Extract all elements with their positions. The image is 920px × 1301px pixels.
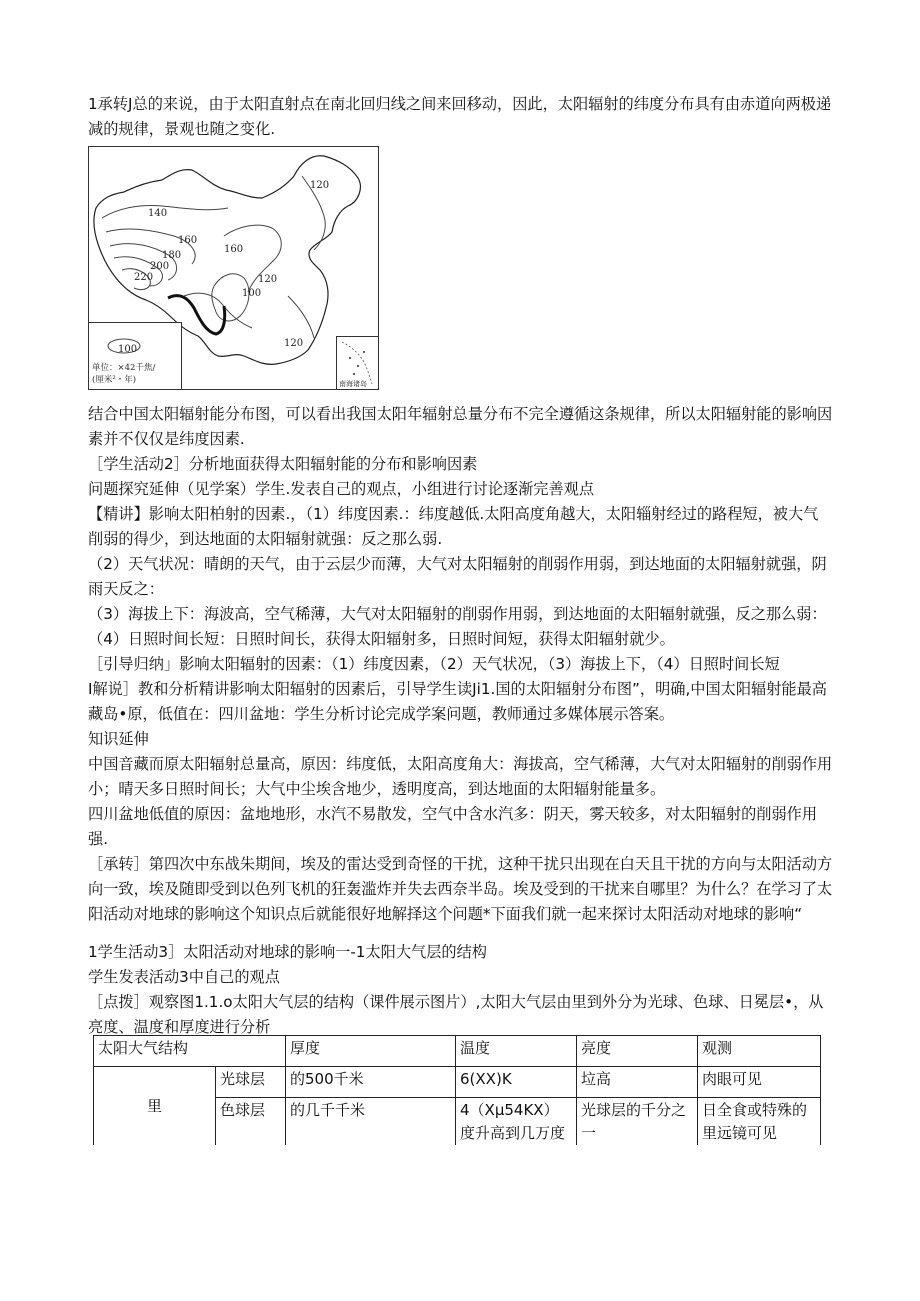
label-180: 180 <box>162 250 182 261</box>
cell-temperature: 6(XX)K <box>456 1067 577 1098</box>
solar-atmosphere-table <box>93 1035 821 1147</box>
header-structure: 太阳大气结构 <box>94 1036 286 1067</box>
cell-layer: 色球层 <box>216 1098 286 1147</box>
label-200: 200 <box>150 261 170 272</box>
paragraph-factor-altitude: （3）海拔上下：海波高，空气稀薄，大气对太阳辐射的削弱作用弱，到达地面的太阳辐射就强，反之那么弱： <box>88 605 827 623</box>
paragraph-sichuan-low: 四川盆地低值的原因：盆地地形，水汽不易散发，空气中含水汽多：阴天，雾天较多，对太阳辐射的削弱作用强. <box>88 805 817 848</box>
unit-label-line1: 单位：×42千焦/ <box>92 363 156 373</box>
paragraph-explanation: I解说］教和分析精讲影响太阳辐射的因素后，引导学生读Ji1.国的太阳辐射分布图”，明确,中国太阳辐射能最高藏岛•原，低值在：四川盆地：学生分析讨论完成学案问题，教师通过多媒体展示答案。 <box>88 680 827 723</box>
label-160-west: 160 <box>178 235 198 246</box>
group-label-inner: 里 <box>94 1067 216 1147</box>
paragraph-student-activity-3: 1学生活动3］太阳活动对地球的影响一-1太阳大气层的结构 <box>88 943 487 961</box>
paragraph-student-views: 学生发表活动3中自己的观点 <box>88 968 280 986</box>
paragraph-tibet-high: 中国音藏而原太阳辐射总量高，原因：纬度低，太阳高度角大：海拔高，空气稀薄，大气对太阳辐射的削弱作用小；晴天多日照时间长；大气中尘埃含地少，透明度高，到达地面的太阳辐射能量多。 <box>88 755 833 798</box>
label-120-southeast: 120 <box>284 338 304 349</box>
cell-brightness: 光球层的千分之一 <box>577 1098 698 1147</box>
china-solar-radiation-map <box>88 146 379 390</box>
paragraph-factor-latitude: 【精讲】影响太阳柏射的因素.，（1）纬度因素.：纬度越低.太阳高度角越大，太阳辎射经过的路程短，被大气削弱的得少，到达地面的太阳辐射就强：反之那么弱. <box>88 505 819 548</box>
label-220: 220 <box>134 272 154 283</box>
cell-layer: 光球层 <box>216 1067 286 1098</box>
label-100-sichuan: 100 <box>242 288 262 299</box>
header-observation: 观测 <box>698 1036 821 1067</box>
table-header-row <box>94 1036 821 1067</box>
heading-knowledge-extension: 知识延伸 <box>88 730 149 748</box>
cell-observation: 日全食或特殊的里远镜可见 <box>698 1098 821 1147</box>
paragraph-guidance: ［点拨］观察图1.1.o太阳大气层的结构（课件展示图片）,太阳大气层由里到外分为光球、色球、日冕层•，从亮度、温度和厚度进行分析 <box>88 993 824 1036</box>
cell-observation: 肉眼可见 <box>698 1067 821 1098</box>
paragraph-map-observation: 结合中国太阳辐射能分布图，可以看出我国太阳年辐射总量分布不完全遵循这条规律，所以太阳辐射能的影响因素并不仅仅是纬度因素. <box>88 405 833 448</box>
label-120-northeast: 120 <box>310 180 330 191</box>
header-brightness: 亮度 <box>577 1036 698 1067</box>
header-temperature: 温度 <box>456 1036 577 1067</box>
paragraph-inquiry-extension: 问题探究延伸（见学案）学生.发表自己的观点，小组进行讨论逐渐完善观点 <box>88 480 595 498</box>
cell-thickness: 的500千米 <box>286 1067 456 1098</box>
cell-brightness: 垃高 <box>577 1067 698 1098</box>
page-cutoff <box>88 1145 833 1301</box>
header-thickness: 厚度 <box>286 1036 456 1067</box>
cell-thickness: 的几千千米 <box>286 1098 456 1147</box>
paragraph-student-activity-2: ［学生活动2］分析地面获得太阳辐射能的分布和影响因素 <box>88 455 478 473</box>
paragraph-summary: ［引导归纳」影响太阳辐射的因素：（1）纬度因素，（2）天气状况，（3）海拔上下，（4）日照时间长短 <box>88 655 780 673</box>
paragraph-factor-weather: （2）天气状况：晴朗的天气，由于云层少而薄，大气对太阳辐射的削弱作用弱，到达地面的太阳辐射就强，阴雨天反之： <box>88 555 827 598</box>
label-120-central: 120 <box>258 274 278 285</box>
label-160-east: 160 <box>224 244 244 255</box>
paragraph-factor-sunshine: （4）日照时间长短：日照时间长，获得太阳辐射多，日照时间短，获得太阳辐射就少。 <box>88 630 675 648</box>
cell-temperature: 4（Xµ54KX）度升高到几万度 <box>456 1098 577 1147</box>
inset-label: 南海诸岛 <box>339 380 367 388</box>
legend-label-100: 100 <box>118 344 138 355</box>
paragraph-transition-latitude: 1承转J总的来说，由于太阳直射点在南北回归线之间来回移动，因此，太阳辐射的纬度分布具有由赤道向两极递减的规律，景观也随之变化. <box>88 95 832 138</box>
paragraph-transition-solar-activity: ［承转］第四次中东战朱期间，埃及的雷达受到奇怪的干扰，这种干扰只出现在白天且干扰的方向与太阳活动方向一致，埃及随即受到以色列飞机的狂轰滥炸并失去西奈半岛。埃及受到的干扰来自哪里？为什么？在学习了太阳活动对地球的影响这个知识点后就能很好地解择这个问题*下面我们就一起来探讨太阳活动对地球的影响“ <box>88 855 833 923</box>
label-140: 140 <box>148 208 168 219</box>
unit-label-line2: (厘米²・年) <box>92 375 137 385</box>
table-row <box>94 1067 821 1098</box>
